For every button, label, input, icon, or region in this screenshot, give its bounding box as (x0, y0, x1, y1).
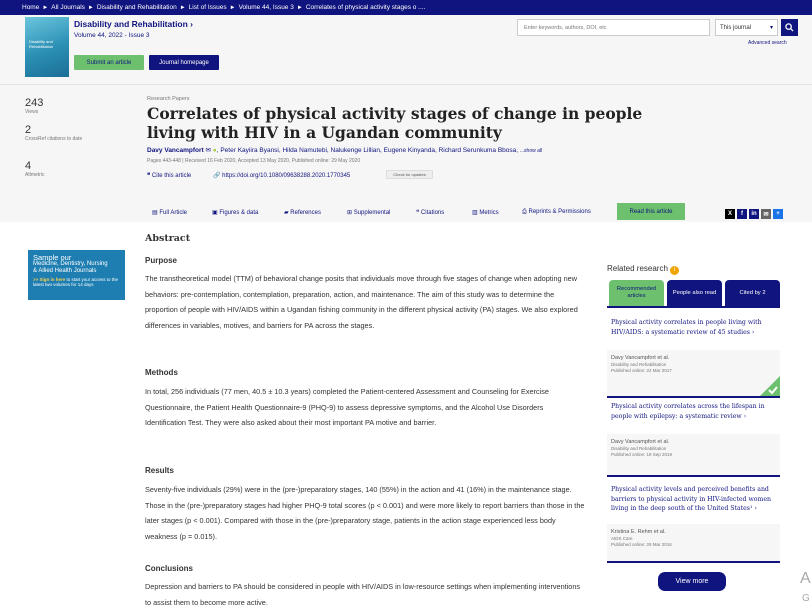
tab-label: Reprints & Permissions (528, 208, 591, 215)
tab-figures[interactable] (212, 209, 258, 216)
edge-letter: G (802, 593, 810, 604)
related-card-date: Published online: 29 Mar 2016 (611, 542, 672, 547)
promo-line: Sample our (33, 253, 72, 262)
breadcrumb-separator: ► (42, 4, 49, 11)
metric-views (25, 97, 43, 115)
metric-label: CrossRef citations to date (25, 136, 83, 142)
methods-heading: Methods (145, 368, 178, 377)
conclusions-text: Depression and barriers to PA should be considered in people with HIV/AIDS in low-resource settings when implementing interventions to assist them to become more active. (145, 582, 581, 607)
tab-label: References (290, 209, 321, 216)
article-title: Correlates of physical activity stages of change in people living with HIV in a Ugandan community (147, 104, 643, 142)
info-icon[interactable]: i (670, 266, 679, 275)
cover-text: Disability and Rehabilitation (29, 39, 54, 49)
related-card-title[interactable]: Physical activity correlates across the lifespan in people with epilepsy: a systematic review (611, 403, 765, 420)
quote-icon: ❝ (416, 209, 420, 216)
publication-dates: Pages 443-448 | Received 16 Feb 2020, Accepted 13 May 2020, Published online: 29 May 2020 (147, 158, 361, 164)
tab-full-article[interactable] (152, 209, 187, 216)
bar-chart-icon: ▥ (472, 209, 478, 216)
other-authors[interactable]: , Peter Kayiira Byansi, Hilda Namutebi, Nalukenge Lillian, Eugene Kinyanda, Richard Serunkuma Bbosa, (216, 147, 519, 154)
metric-label: Altmetric (25, 172, 45, 178)
book-icon: ▰ (284, 209, 289, 216)
cite-label: Cite this article (151, 173, 192, 179)
related-card[interactable] (607, 398, 780, 477)
email-icon[interactable]: ✉ (205, 147, 211, 154)
promo-line: & Allied Health Journals (33, 268, 97, 274)
tab-label: Metrics (479, 209, 499, 216)
related-tab-underline (607, 306, 780, 308)
journal-volume[interactable]: Volume 44, 2022 - Issue 3 (74, 32, 150, 39)
metric-label: Views (25, 109, 39, 115)
breadcrumb-separator: ► (229, 4, 236, 11)
tab-reprints[interactable] (522, 209, 591, 216)
related-card-author: Kristina E. Rehm et al. (611, 529, 666, 535)
promo-small-rest: to start your access to the latest two volumes for 14 days (33, 277, 119, 287)
breadcrumb-volume[interactable]: Volume 44, Issue 3 (238, 4, 294, 11)
print-icon: ⎙ (522, 208, 527, 215)
related-card-date: Published online: 22 Mar 2017 (611, 368, 672, 373)
x-share-icon[interactable]: X (725, 209, 735, 219)
more-share-icon[interactable]: + (773, 209, 783, 219)
document-icon: ▤ (152, 209, 158, 216)
chevron-right-icon: › (751, 328, 755, 336)
tab-supplemental[interactable] (347, 209, 390, 216)
related-card-date: Published online: 19 Sep 2019 (611, 452, 673, 457)
related-card[interactable] (607, 314, 780, 398)
breadcrumb-separator: ► (87, 4, 94, 11)
breadcrumb-home[interactable]: Home (22, 4, 40, 11)
related-card-journal: Disability and Rehabilitation (611, 362, 667, 367)
link-icon: 🔗 (213, 173, 221, 179)
metric-altmetric[interactable] (25, 160, 44, 178)
chevron-down-icon: ▾ (769, 25, 773, 31)
results-heading: Results (145, 466, 174, 475)
checkmark-icon (760, 376, 780, 396)
breadcrumb-issues[interactable]: List of Issues (188, 4, 227, 11)
breadcrumb (0, 0, 812, 15)
related-card-author: Davy Vancampfort et al. (611, 355, 670, 361)
tab-read-article[interactable]: Read this article (617, 203, 685, 220)
related-card-title[interactable]: Physical activity levels and perceived benefits and barriers to physical activity in HIV-infected women living in the deep south of the United States¹ (611, 486, 771, 512)
article-type: Research Papers (147, 96, 190, 102)
lead-author[interactable]: Davy Vancampfort (147, 147, 204, 154)
tab-metrics[interactable] (472, 209, 499, 216)
search-scope-value: This journal (720, 24, 752, 31)
journal-cover[interactable] (25, 17, 69, 77)
image-icon: ▣ (212, 209, 218, 216)
search-scope-select[interactable] (715, 19, 778, 36)
tab-citations[interactable] (416, 209, 444, 216)
edge-letter: A (800, 570, 811, 587)
metric-citations[interactable] (25, 124, 85, 142)
related-heading-text: Related research (607, 264, 668, 273)
search-input[interactable]: Enter keywords, authors, DOI, etc (517, 19, 710, 36)
related-card[interactable] (607, 481, 780, 563)
cite-article-link[interactable] (147, 172, 191, 179)
submit-article-button[interactable]: Submit an article (74, 55, 144, 70)
tab-recommended[interactable]: Recommended articles (609, 280, 664, 306)
view-more-button[interactable]: View more (658, 572, 726, 591)
journal-header (0, 15, 812, 85)
tab-label: Citations (420, 209, 445, 216)
promo-line: Medicine, Dentistry, Nursing (33, 261, 108, 267)
breadcrumb-current: Correlates of physical activity stages o .... (305, 4, 426, 11)
metric-value: 243 (25, 97, 44, 109)
promo-small-text (33, 277, 120, 287)
breadcrumb-all-journals[interactable]: All Journals (51, 4, 85, 11)
search-icon (785, 23, 794, 32)
purpose-text: The transtheoretical model (TTM) of behavioral change posits that individuals move through five stages of change when adopting new behaviors: pre-contemplation, contemplation, preparation, action, and maintenance. The aim of this study was to determine the proportion of people with HIV/AIDS within a Ugandan fishing community in the different physical activity (PA) stages. We also explored differences in variables, motives, and barriers for PA across the stages. (145, 274, 578, 330)
promo-signin-link[interactable]: >> Sign in here (33, 277, 66, 282)
chevron-right-icon: › (754, 505, 757, 512)
journal-homepage-button[interactable]: Journal homepage (149, 55, 219, 70)
linkedin-share-icon[interactable]: in (749, 209, 759, 219)
doi-link[interactable] (213, 172, 350, 179)
related-card-journal: AIDS Care (611, 536, 633, 541)
facebook-share-icon[interactable]: f (737, 209, 747, 219)
tab-label: Figures & data (219, 209, 259, 216)
promo-banner[interactable] (28, 250, 125, 300)
abstract-heading: Abstract (145, 233, 191, 244)
purpose-heading: Purpose (145, 256, 178, 265)
quote-icon: ❝ (147, 173, 151, 179)
tab-label: Full Article (159, 209, 188, 216)
orcid-icon[interactable]: ● (212, 147, 217, 154)
related-card-title[interactable]: Physical activity correlates in people living with HIV/AIDS: a systematic review of 45 studies (611, 319, 762, 336)
related-research-heading (607, 264, 679, 275)
check-updates-badge[interactable]: Check for updates (386, 170, 433, 179)
search-button[interactable] (781, 19, 798, 36)
breadcrumb-separator: ► (179, 4, 186, 11)
breadcrumb-separator: ► (296, 4, 303, 11)
doi-text: https://doi.org/10.1080/09638288.2020.1770345 (222, 173, 351, 179)
metric-value: 4 (25, 160, 32, 172)
show-all-authors[interactable]: ...show all (519, 148, 543, 154)
methods-text: In total, 256 individuals (77 men, 40.5 ± 10.3 years) completed the Patient-centered Assessment and Counseling for Exercise Questionnaire, the Patient Health Questionnaire-9 (PHQ-9) to assess depressive symptoms, and the Alcohol Use Disorders Identification Test. They were also asked about their most important PA motive and barrier. (145, 387, 549, 427)
tab-cited-by[interactable]: Cited by 2 (725, 280, 780, 306)
journal-title[interactable]: Disability and Rehabilitation › (74, 19, 194, 29)
chevron-right-icon: › (743, 412, 747, 420)
email-share-icon[interactable]: ✉ (761, 209, 771, 219)
conclusions-heading: Conclusions (145, 564, 194, 573)
breadcrumb-journal[interactable]: Disability and Rehabilitation (96, 4, 177, 11)
tab-people-also-read[interactable]: People also read (667, 280, 722, 306)
tab-references[interactable] (284, 209, 321, 216)
author-list (147, 146, 542, 154)
related-card-author: Davy Vancampfort et al. (611, 439, 670, 445)
related-card-journal: Disability and Rehabilitation (611, 446, 667, 451)
article-tab-bar (0, 202, 812, 222)
plus-icon: ⊞ (347, 209, 353, 216)
metric-value: 2 (25, 124, 32, 136)
results-text: Seventy-five individuals (29%) were in the (pre-)preparatory stages, 140 (55%) in the action and 41 (16%) in the maintenance stage. Those in the (pre-)preparatory stages had higher PHQ-9 total scores (p < 0.001) and were more likely to report barriers than those in the later stages (p < 0.001). Compared with those in the (pre-)preparatory stage, patients in the action stage experienced less body weakness (p = 0.015). (145, 485, 585, 541)
tab-label: Supplemental (353, 209, 391, 216)
advanced-search-link[interactable]: Advanced search (748, 40, 787, 46)
